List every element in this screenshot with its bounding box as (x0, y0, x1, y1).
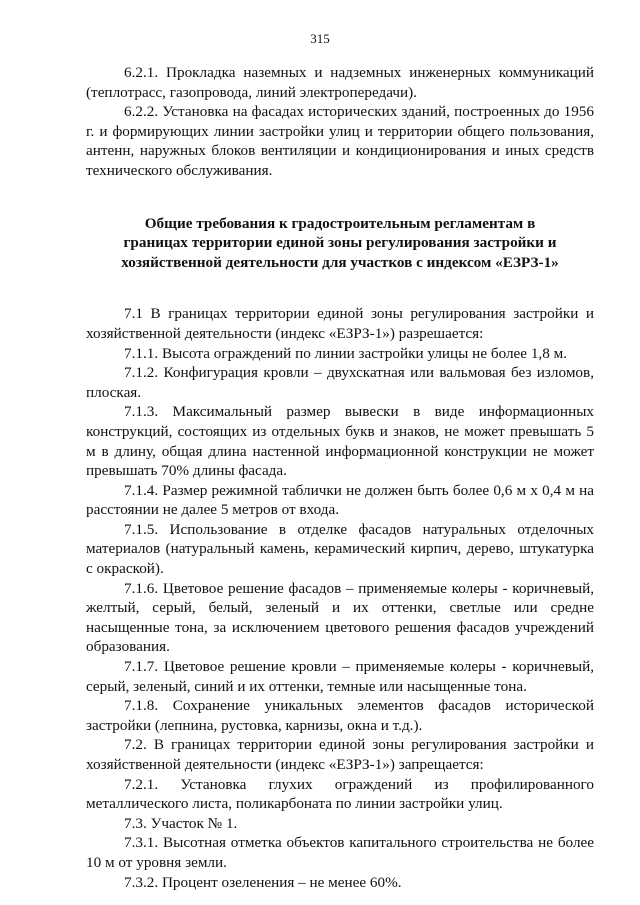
paragraph-7-1: 7.1 В границах территории единой зоны регулирования застройки и хозяйственной деятельности (индекс «ЕЗРЗ-1») разрешается: (86, 305, 594, 342)
paragraph-6-2-1: 6.2.1. Прокладка наземных и надземных инженерных коммуникаций (теплотрасс, газопровода, линий электропередачи). (86, 64, 594, 101)
paragraph-7-3-2: 7.3.2. Процент озеленения – не менее 60%. (124, 873, 402, 891)
section-heading (86, 214, 594, 273)
paragraph-7-3: 7.3. Участок № 1. (124, 814, 238, 832)
paragraph-7-1-4: 7.1.4. Размер режимной таблички не должен быть более 0,6 м х 0,4 м на расстоянии не далее 5 метров от входа. (86, 481, 594, 519)
paragraph-7-1-7: 7.1.7. Цветовое решение кровли – применяемые колеры - коричневый, серый, зеленый, синий и их оттенки, темные или насыщенные тона. (86, 658, 594, 695)
section-heading-line: хозяйственной деятельности для участков с индексом «ЕЗРЗ-1» (121, 253, 559, 271)
document-body (86, 63, 594, 892)
paragraph-7-2: 7.2. В границах территории единой зоны регулирования застройки и хозяйственной деятельности (индекс «ЕЗРЗ-1») запрещается: (86, 736, 594, 773)
paragraph-7-1-5: 7.1.5. Использование в отделке фасадов натуральных отделочных материалов (натуральный камень, керамический кирпич, дерево, штукатурка с окраской). (86, 520, 594, 578)
paragraph-6-2-2: 6.2.2. Установка на фасадах исторических зданий, построенных до 1956 г. и формирующих линии застройки улиц и территории общего пользования, антенн, наружных блоков вентиляции и кондиционирования и иных средств технического обслуживания. (86, 103, 594, 179)
paragraph-7-1-3: 7.1.3. Максимальный размер вывески в виде информационных конструкций, состоящих из отдельных букв и знаков, не может превышать 5 м в длину, общая длина настенной информационной конструкции не может превышать 70% длины фасада. (86, 403, 594, 480)
paragraph-7-3-1: 7.3.1. Высотная отметка объектов капитального строительства не более 10 м от уровня земли. (86, 834, 594, 871)
paragraph-7-1-1: 7.1.1. Высота ограждений по линии застройки улицы не более 1,8 м. (124, 344, 568, 362)
section-heading-line: границах территории единой зоны регулирования застройки и (123, 234, 557, 252)
paragraph-7-1-2: 7.1.2. Конфигурация кровли – двухскатная или вальмовая без изломов, плоская. (86, 364, 594, 401)
paragraph-7-2-1: 7.2.1. Установка глухих ограждений из профилированного металлического листа, поликарбоната по линии застройки улиц. (86, 775, 594, 813)
paragraph-7-1-6: 7.1.6. Цветовое решение фасадов – применяемые колеры - коричневый, желтый, серый, белый, зеленый и их оттенки, светлые или средне насыщенные тона, за исключением цветового решения фасадов учреждений образования. (86, 579, 594, 656)
section-heading-line: Общие требования к градостроительным регламентам в (144, 214, 536, 232)
page-number: 315 (310, 31, 330, 46)
paragraph-7-1-8: 7.1.8. Сохранение уникальных элементов фасадов исторической застройки (лепнина, рустовка, карнизы, окна и т.д.). (86, 697, 594, 734)
